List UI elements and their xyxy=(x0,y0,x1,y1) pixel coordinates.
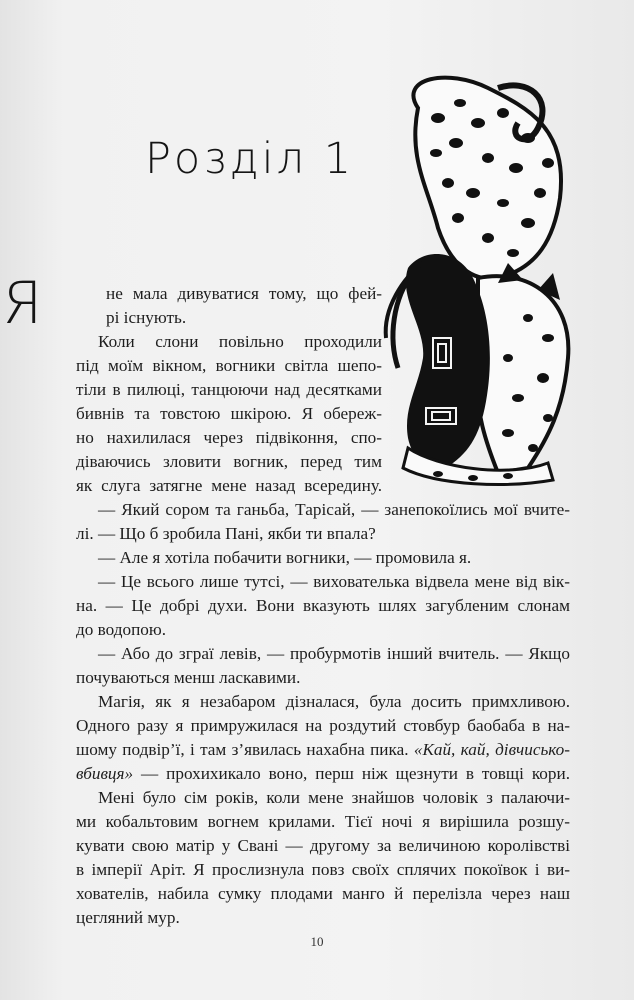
text-line: — Який сором та ганьба, Тарісай, — занепокоїлись мої вчите- xyxy=(98,500,570,519)
text-line: — Але я хотіла побачити вогники, — промовила я. xyxy=(98,548,472,567)
text-line: вбивця» — прохихикало воно, перш ніж щезнути в товщі кори. xyxy=(76,764,570,783)
text-line: рі існують. xyxy=(106,308,187,327)
text-line: шому подвір’ї, і там з’явилась нахабна пика. «Кай, кай, дівчисько- xyxy=(76,740,570,759)
text-line: діваючись зловити вогник, перед тим xyxy=(76,452,382,471)
chapter-title: Розділ 1 xyxy=(145,134,355,184)
page-number: 10 xyxy=(310,934,324,949)
text-line: лі. — Що б зробила Пані, якби ти впала? xyxy=(76,524,376,543)
text-line: бивнів та товстою шкірою. Я обереж- xyxy=(76,404,382,423)
body-text xyxy=(76,0,570,1000)
italic-text: «Кай, кай, дівчисько- xyxy=(413,740,570,759)
text-line: Одного разу я примружилася на роздутий стовбур баобаба в на- xyxy=(76,716,570,735)
italic-text: вбивця» xyxy=(76,764,134,783)
text-line: тіли в пилюці, танцюючи над десятками xyxy=(76,380,382,399)
text-line: Коли слони повільно проходили xyxy=(98,332,382,351)
text-line: Магія, як я незабаром дізналася, була досить примхливою. xyxy=(98,692,570,711)
text-line: хователів, набила сумку плодами манго й перелізла через наш xyxy=(76,884,570,903)
text-line: почуваються менш ласкавими. xyxy=(76,668,301,687)
text-line: на. — Це добрі духи. Вони вказують шлях загубленим слонам xyxy=(76,596,570,615)
text-line: не мала дивуватися тому, що фей- xyxy=(106,284,382,303)
text-line: в імперії Аріт. Я прослизнула повз своїх сплячих покоївок і ви- xyxy=(76,860,570,879)
text-line: до водопою. xyxy=(76,620,166,639)
text-line: як слуга затягне мене назад всередину. xyxy=(76,476,382,495)
text-line: кувати свою матір у Свані — другому за величиною королівстві xyxy=(76,836,570,855)
text-line: ми кобальтовим вогнем крилами. Тієї ночі я вирішила розшу- xyxy=(76,812,570,831)
text-line: Мені було сім років, коли мене знайшов чоловік з палаючи- xyxy=(98,788,570,807)
drop-cap: Я xyxy=(2,269,43,337)
text-line: цегляний мур. xyxy=(76,908,180,927)
text-line: під моїм вікном, вогники світла шепо- xyxy=(76,356,382,375)
text-line: — Або до зграї левів, — пробурмотів інший вчитель. — Якщо xyxy=(98,644,570,663)
text-line: но нахилилася через підвіконня, спо- xyxy=(76,428,382,447)
text-line: — Це всього лише тутсі, — вихователька відвела мене від вік- xyxy=(98,572,570,591)
